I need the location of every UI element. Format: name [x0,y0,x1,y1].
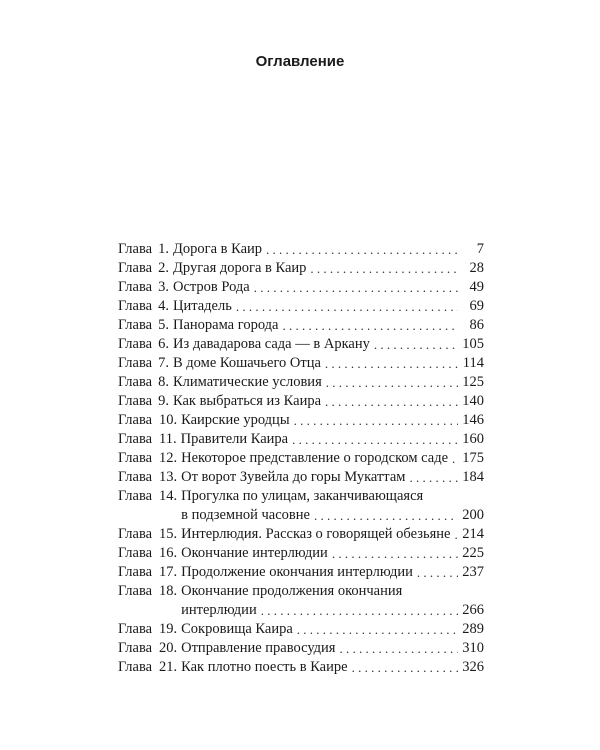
chapter-word: Глава [118,564,153,580]
chapter-title: Остров Рода [173,279,250,295]
page-number: 289 [462,621,484,637]
chapter-word: Глава [118,241,153,257]
toc-entry[interactable] [118,468,484,487]
chapter-number: 17. [159,564,178,580]
page-number: 7 [476,241,484,257]
chapter-number: 3. [158,279,169,295]
chapter-number: 9. [158,393,169,409]
toc-entry[interactable] [118,487,484,525]
page-number: 114 [462,355,484,371]
chapter-number: 11. [159,431,177,447]
dot-leader [325,392,458,411]
chapter-word: Глава [118,640,153,656]
chapter-title: Панорама города [173,317,279,333]
chapter-word: Глава [118,488,153,504]
dot-leader [332,544,458,563]
page-number: 225 [462,545,484,561]
chapter-title: Другая дорога в Каир [173,260,307,276]
chapter-word: Глава [118,374,153,390]
chapter-word: Глава [118,298,153,314]
chapter-number: 7. [158,355,169,371]
chapter-number: 8. [158,374,169,390]
page-title: Оглавление [255,53,345,70]
dot-leader [326,373,458,392]
dot-leader [454,525,458,544]
dot-leader [314,506,458,525]
dot-leader [297,620,458,639]
page-number: 160 [462,431,484,447]
chapter-title: Интерлюдия. Рассказ о говорящей обезьяне [181,526,451,542]
toc-entry[interactable] [118,411,484,430]
chapter-word: Глава [118,279,153,295]
chapter-title: Некоторое представление о городском саде [181,450,449,466]
toc-entry[interactable] [118,392,484,411]
toc-entry[interactable] [118,373,484,392]
chapter-number: 12. [159,450,178,466]
chapter-title: Окончание продолжения окончания [181,583,403,599]
table-of-contents [118,240,484,677]
toc-entry[interactable] [118,335,484,354]
page-number: 326 [462,659,484,675]
page-number: 140 [462,393,484,409]
dot-leader [452,449,458,468]
chapter-title: Отправление правосудия [181,640,336,656]
dot-leader [310,259,458,278]
chapter-word: Глава [118,317,153,333]
dot-leader [339,639,458,658]
chapter-word: Глава [118,412,153,428]
chapter-word: Глава [118,355,153,371]
toc-entry[interactable] [118,582,484,620]
dot-leader [409,468,458,487]
page-number: 266 [462,602,484,618]
toc-entry[interactable] [118,563,484,582]
page-number: 200 [462,507,484,523]
chapter-word: Глава [118,545,153,561]
page-number: 105 [462,336,484,352]
chapter-word: Глава [118,260,153,276]
page-number: 86 [469,317,484,333]
chapter-title: Как плотно поесть в Каире [181,659,348,675]
page-number: 49 [469,279,484,295]
dot-leader [352,658,458,677]
chapter-title: Климатические условия [173,374,322,390]
toc-entry[interactable] [118,639,484,658]
chapter-word: Глава [118,583,153,599]
chapter-title: Продолжение окончания интерлюдии [181,564,413,580]
chapter-title: От ворот Зувейла до горы Мукаттам [181,469,406,485]
dot-leader [374,335,458,354]
toc-entry[interactable] [118,354,484,373]
dot-leader [236,297,458,316]
dot-leader [254,278,458,297]
chapter-number: 6. [158,336,169,352]
page-number: 69 [469,298,484,314]
chapter-number: 1. [158,241,169,257]
toc-entry[interactable] [118,240,484,259]
dot-leader [325,354,458,373]
chapter-number: 18. [159,583,178,599]
chapter-title: Как выбраться из Каира [173,393,322,409]
chapter-title: Из давадарова сада — в Аркану [173,336,370,352]
toc-entry[interactable] [118,278,484,297]
chapter-number: 2. [158,260,169,276]
page-number: 184 [462,469,484,485]
chapter-title: Прогулка по улицам, заканчивающаяся [181,488,424,504]
dot-leader [261,601,458,620]
chapter-title-continued: в подземной часовне [181,507,310,523]
page-number: 175 [462,450,484,466]
chapter-title: Окончание интерлюдии [181,545,328,561]
toc-entry[interactable] [118,658,484,677]
chapter-number: 13. [159,469,178,485]
toc-entry[interactable] [118,525,484,544]
page-number: 214 [462,526,484,542]
toc-entry[interactable] [118,297,484,316]
dot-leader [266,240,458,259]
chapter-word: Глава [118,469,153,485]
toc-entry[interactable] [118,449,484,468]
page-number: 28 [469,260,484,276]
chapter-word: Глава [118,431,153,447]
chapter-word: Глава [118,336,153,352]
chapter-number: 15. [159,526,178,542]
chapter-title-continued: интерлюдии [181,602,257,618]
toc-entry[interactable] [118,259,484,278]
toc-entry[interactable] [118,316,484,335]
dot-leader [417,563,458,582]
chapter-title: В доме Кошачьего Отца [173,355,321,371]
chapter-word: Глава [118,450,153,466]
toc-entry[interactable] [118,430,484,449]
chapter-number: 4. [158,298,169,314]
chapter-number: 14. [159,488,178,504]
toc-entry[interactable] [118,544,484,563]
chapter-title: Каирские уродцы [181,412,290,428]
dot-leader [292,430,458,449]
chapter-number: 20. [159,640,178,656]
chapter-word: Глава [118,621,153,637]
page-number: 125 [462,374,484,390]
chapter-number: 19. [159,621,178,637]
chapter-number: 5. [158,317,169,333]
chapter-word: Глава [118,526,153,542]
toc-entry[interactable] [118,620,484,639]
page-number: 310 [462,640,484,656]
chapter-number: 10. [159,412,178,428]
chapter-word: Глава [118,659,153,675]
page-number: 146 [462,412,484,428]
chapter-title: Правители Каира [180,431,289,447]
chapter-title: Дорога в Каир [173,241,263,257]
chapter-number: 21. [159,659,178,675]
chapter-word: Глава [118,393,153,409]
chapter-title: Сокровища Каира [181,621,293,637]
chapter-number: 16. [159,545,178,561]
dot-leader [294,411,458,430]
chapter-title: Цитадель [173,298,232,314]
dot-leader [282,316,458,335]
page-number: 237 [462,564,484,580]
